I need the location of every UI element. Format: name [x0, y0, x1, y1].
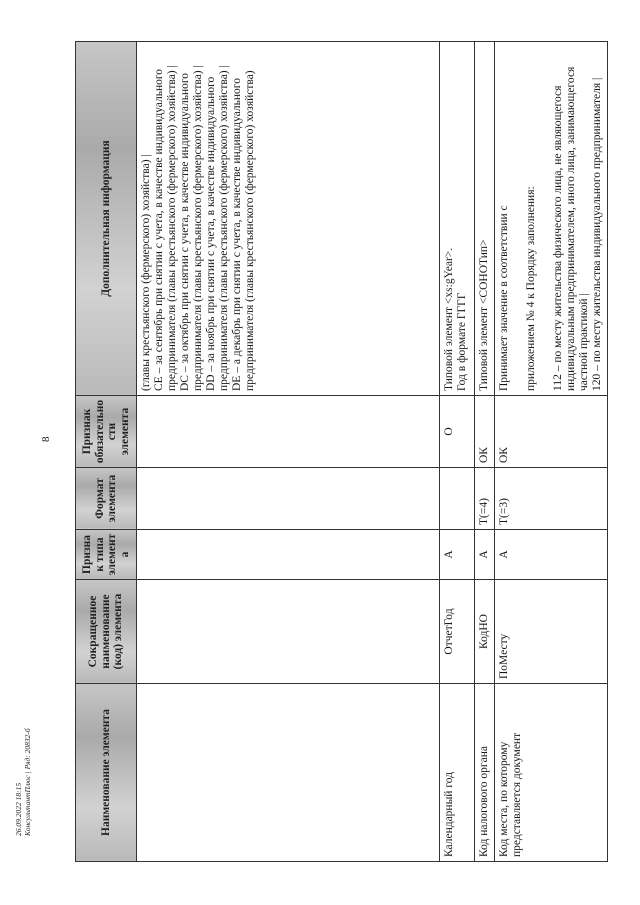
cell-info [137, 42, 440, 396]
info-line: Типовой элемент <xs:gYear>. [443, 247, 455, 391]
cell-format [440, 468, 475, 530]
cell-code: ОтчетГод [440, 580, 475, 684]
info-line: 112 – по месту жительства физического лица, не являющегося индивидуальным предпринимателем, иного лица, занимающегося частной практикой | [552, 66, 590, 391]
info-line: DC – за октябрь при снятии с учета, в качестве индивидуального предпринимателя (главы крестьянского (фермерского) хозяйства) | [179, 65, 204, 391]
info-line: Принимает значение в соответствии с [498, 205, 510, 391]
cell-type: А [495, 530, 608, 580]
info-line: CE – за сентябрь при снятии с учета, в качестве индивидуального предпринимателя (главы крестьянского (фермерского) хозяйства) | [153, 65, 178, 391]
consultant-stamp [14, 728, 32, 836]
cell-format: T(=4) [475, 468, 495, 530]
cell-type [137, 530, 440, 580]
info-line: Типовой элемент <СОНОТип> [478, 239, 490, 391]
cell-name: Код налогового органа [475, 684, 495, 862]
elements-table [75, 41, 608, 862]
cell-code: ПоМесту [495, 580, 608, 684]
stamp-datetime: 26.09.2022 18:15 [14, 782, 23, 836]
table-row [440, 42, 475, 862]
cell-name: Календарный год [440, 684, 475, 862]
cell-required: ОК [475, 396, 495, 468]
header-element-name: Наименование элемента [76, 684, 137, 862]
cell-code [137, 580, 440, 684]
cell-name [137, 684, 440, 862]
table-row [495, 42, 608, 862]
info-line: DE – а декабрь при снятии с учета, в качестве индивидуального предпринимателя (главы крестьянского (фермерского) хозяйства) [231, 70, 256, 391]
cell-name: Код места, по которому представляется документ [495, 684, 608, 862]
table-header-row [76, 42, 137, 862]
cell-format [137, 468, 440, 530]
cell-code: КодНО [475, 580, 495, 684]
info-line: Год в формате ГГГГ [456, 292, 468, 391]
table-row [475, 42, 495, 862]
header-element-required: Признак обязательности элемента [76, 396, 137, 468]
stamp-source: КонсультантПлюс | Ряд: 20832-б [23, 728, 32, 836]
cell-required: О [440, 396, 475, 468]
elements-table-wrapper [75, 42, 603, 862]
cell-required: ОК [495, 396, 608, 468]
table-row-continuation [137, 42, 440, 862]
header-element-type: Признак типа элемента [76, 530, 137, 580]
info-line: приложением № 4 к Порядку заполнения: [525, 186, 537, 391]
header-additional-info: Дополнительная информация [76, 42, 137, 396]
page-number: 8 [40, 436, 52, 442]
info-line: DD – за ноябрь при снятии с учета, в качестве индивидуального предпринимателя (главы крестьянского (фермерского) хозяйства) | [205, 65, 230, 391]
header-element-format: Формат элемента [76, 468, 137, 530]
cell-info [475, 42, 495, 396]
cell-info [440, 42, 475, 396]
header-element-code: Сокращенное наименование (код) элемента [76, 580, 137, 684]
cell-type: А [475, 530, 495, 580]
info-line: 120 – по месту жительства индивидуального предпринимателя | [591, 77, 603, 391]
cell-info [495, 42, 608, 396]
cell-format: T(=3) [495, 468, 608, 530]
cell-type: А [440, 530, 475, 580]
cell-required [137, 396, 440, 468]
info-line: (главы крестьянского (фермерского) хозяйства) | [140, 154, 152, 391]
